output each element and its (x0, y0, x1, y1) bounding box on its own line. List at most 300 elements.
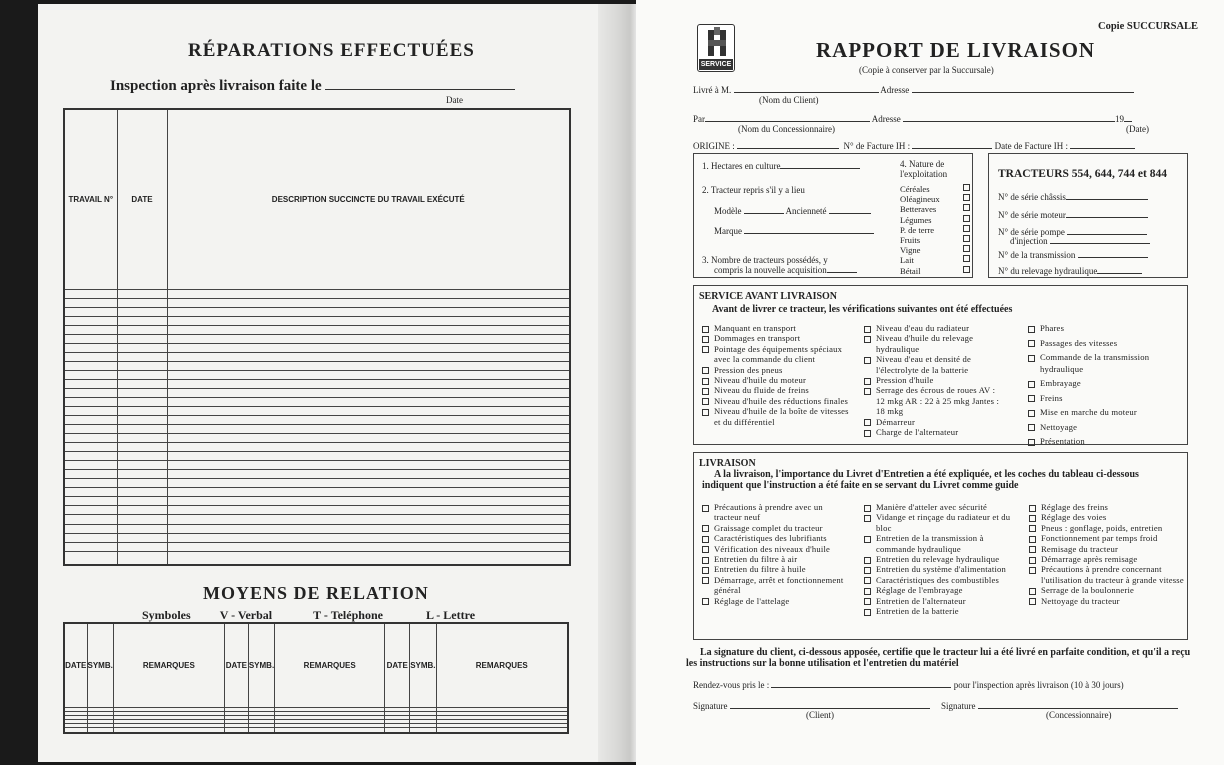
table-cell[interactable] (64, 407, 117, 416)
checkbox[interactable] (702, 346, 709, 353)
table-cell[interactable] (64, 425, 117, 434)
nature-option[interactable] (900, 245, 970, 255)
checkbox[interactable] (864, 357, 871, 364)
checkbox[interactable] (1028, 340, 1035, 347)
tractor-box-title: TRACTEURS 554, 644, 744 et 844 (998, 168, 1167, 180)
checkbox[interactable] (1028, 424, 1035, 431)
table-cell[interactable] (117, 488, 167, 497)
table-cell[interactable] (167, 533, 570, 542)
table-cell[interactable] (117, 317, 167, 326)
table-cell[interactable] (167, 416, 570, 425)
nature-label-2: l'exploitation (900, 169, 948, 179)
table-cell[interactable] (64, 317, 117, 326)
inspection-date-field[interactable] (110, 78, 515, 95)
table-cell[interactable] (167, 425, 570, 434)
checkbox[interactable] (864, 588, 871, 595)
tractor-count-label: 3. Nombre de tracteurs possédés, y (702, 255, 828, 265)
col-symb: SYMB. (410, 623, 436, 707)
table-cell[interactable] (64, 398, 117, 407)
table-cell[interactable] (117, 461, 167, 470)
checklist-item[interactable] (1029, 523, 1184, 533)
checklist-item[interactable] (864, 333, 1004, 354)
checkbox[interactable] (702, 409, 709, 416)
table-cell[interactable] (64, 524, 117, 533)
checkbox[interactable] (1028, 395, 1035, 402)
table-row (64, 362, 570, 371)
checkbox[interactable] (963, 255, 970, 262)
checklist-item[interactable] (702, 523, 852, 533)
table-row (64, 317, 570, 326)
checkbox[interactable] (963, 215, 970, 222)
table-cell[interactable] (64, 299, 117, 308)
checkbox[interactable] (702, 388, 709, 395)
checklist-item[interactable] (1028, 338, 1183, 350)
table-row (64, 542, 570, 551)
table-cell[interactable] (64, 488, 117, 497)
table-cell[interactable] (117, 290, 167, 299)
checkbox[interactable] (1029, 598, 1036, 605)
table-cell[interactable] (64, 434, 117, 443)
table-cell[interactable] (64, 371, 117, 380)
table-cell[interactable] (64, 344, 117, 353)
checklist-item[interactable] (864, 417, 1004, 427)
checklist-label: Pointage des équipements spéciaux avec la commande du client (714, 343, 843, 365)
table-cell[interactable] (64, 461, 117, 470)
checklist-item[interactable] (864, 375, 1004, 385)
table-cell[interactable] (224, 727, 248, 733)
table-cell[interactable] (64, 533, 117, 542)
nature-label: Fruits (900, 235, 921, 246)
checklist-item[interactable] (864, 385, 1004, 416)
table-cell[interactable] (117, 551, 167, 565)
nature-option[interactable] (900, 204, 970, 214)
brand-field[interactable] (714, 225, 874, 236)
checkbox[interactable] (963, 194, 970, 201)
model-field[interactable] (714, 205, 871, 216)
injection-field[interactable] (1010, 235, 1150, 246)
table-cell[interactable] (167, 389, 570, 398)
nature-label: Vigne (900, 245, 921, 256)
tractor-count-field[interactable] (714, 264, 857, 275)
nature-option[interactable] (900, 225, 970, 235)
signature-label: Signature (941, 701, 976, 711)
table-cell[interactable] (117, 353, 167, 362)
checkbox[interactable] (702, 567, 709, 574)
nature-label: Oléagineux (900, 194, 940, 205)
hectares-field[interactable] (702, 160, 860, 171)
nature-checklist (900, 184, 970, 276)
table-cell[interactable] (87, 727, 113, 733)
table-cell[interactable] (64, 416, 117, 425)
nature-option[interactable] (900, 184, 970, 194)
checklist-item[interactable] (1028, 352, 1183, 375)
checklist-label: Vérification des niveaux d'huile (714, 543, 831, 554)
table-cell[interactable] (167, 488, 570, 497)
table-cell[interactable] (410, 727, 436, 733)
col-date: DATE (117, 109, 167, 290)
table-cell[interactable] (64, 389, 117, 398)
checkbox[interactable] (702, 598, 709, 605)
table-cell[interactable] (64, 353, 117, 362)
checkbox[interactable] (864, 388, 871, 395)
checkbox[interactable] (1029, 546, 1036, 553)
checklist-item[interactable] (1028, 393, 1183, 405)
checkbox[interactable] (864, 577, 871, 584)
table-cell[interactable] (117, 470, 167, 479)
checklist-item[interactable] (702, 385, 852, 395)
checkbox[interactable] (864, 430, 871, 437)
checkbox[interactable] (864, 515, 871, 522)
checklist-item[interactable] (864, 564, 1019, 574)
delivery-column (702, 502, 852, 606)
checklist-item[interactable] (702, 375, 852, 385)
checklist-item[interactable] (1029, 564, 1184, 585)
table-cell[interactable] (167, 461, 570, 470)
table-cell[interactable] (167, 407, 570, 416)
pump-label: N° de série pompe (998, 227, 1065, 237)
checkbox[interactable] (1028, 355, 1035, 362)
table-row (64, 506, 570, 515)
table-cell[interactable] (64, 506, 117, 515)
table-cell[interactable] (117, 416, 167, 425)
client-field[interactable] (693, 84, 1134, 95)
symbol-verbal: V - Verbal (219, 608, 273, 622)
checklist-item[interactable] (1029, 596, 1184, 606)
table-cell[interactable] (64, 551, 117, 565)
checkbox[interactable] (864, 609, 871, 616)
table-cell[interactable] (167, 443, 570, 452)
checkbox[interactable] (864, 419, 871, 426)
table-row (64, 416, 570, 425)
table-cell[interactable] (117, 389, 167, 398)
table-cell[interactable] (385, 727, 410, 733)
chassis-field[interactable] (998, 191, 1148, 202)
checklist-item[interactable] (1029, 585, 1184, 595)
table-cell[interactable] (113, 727, 224, 733)
checklist-item[interactable] (702, 333, 852, 343)
invoice-fields[interactable] (693, 140, 1135, 151)
service-title: SERVICE AVANT LIVRAISON (699, 291, 838, 302)
table-cell[interactable] (117, 344, 167, 353)
checklist-label: Nettoyage (1040, 421, 1078, 432)
checklist-item[interactable] (1029, 502, 1184, 512)
table-row (64, 524, 570, 533)
col-travail: TRAVAIL N° (64, 109, 117, 290)
checklist-item[interactable] (1028, 422, 1183, 434)
table-cell[interactable] (117, 515, 167, 524)
checklist-item[interactable] (864, 554, 1019, 564)
table-row (64, 727, 568, 733)
table-cell[interactable] (117, 497, 167, 506)
checkbox[interactable] (1029, 588, 1036, 595)
checklist-item[interactable] (702, 396, 852, 406)
checklist-item[interactable] (1029, 544, 1184, 554)
checkbox[interactable] (864, 326, 871, 333)
checklist-item[interactable] (1028, 378, 1183, 390)
table-cell[interactable] (117, 479, 167, 488)
checkbox[interactable] (963, 245, 970, 252)
table-row (64, 353, 570, 362)
checklist-label: Précautions à prendre concernant l'utilisation du tracteur à grande vitesse (1041, 564, 1184, 585)
checklist-label: Vidange et rinçage du radiateur et du bloc (876, 512, 1011, 533)
service-box (693, 285, 1188, 445)
table-cell[interactable] (64, 290, 117, 299)
table-cell[interactable] (167, 290, 570, 299)
nature-option[interactable] (900, 215, 970, 225)
checkbox[interactable] (963, 266, 970, 273)
table-cell[interactable] (117, 533, 167, 542)
trade-in-label: 2. Tracteur repris s'il y a lieu (702, 185, 805, 195)
table-cell[interactable] (64, 362, 117, 371)
table-cell[interactable] (167, 479, 570, 488)
checkbox[interactable] (864, 567, 871, 574)
checklist-item[interactable] (864, 585, 1019, 595)
table-cell[interactable] (167, 380, 570, 389)
checklist-item[interactable] (702, 544, 852, 554)
table-cell[interactable] (167, 515, 570, 524)
repairs-title: RÉPARATIONS EFFECTUÉES (188, 40, 475, 61)
relations-title: MOYENS DE RELATION (203, 583, 429, 603)
livre-label: Livré à M. (693, 85, 732, 95)
checklist-label: Entretien de la batterie (876, 606, 959, 617)
table-cell[interactable] (167, 299, 570, 308)
checklist-item[interactable] (864, 575, 1019, 585)
checklist-item[interactable] (702, 554, 852, 564)
checkbox[interactable] (963, 235, 970, 242)
table-cell[interactable] (167, 326, 570, 335)
checklist-item[interactable] (702, 564, 852, 574)
checklist-label: Phares (1040, 323, 1065, 333)
checkbox[interactable] (864, 536, 871, 543)
table-cell[interactable] (167, 317, 570, 326)
table-cell[interactable] (167, 497, 570, 506)
checklist-item[interactable] (864, 323, 1004, 333)
table-cell[interactable] (167, 434, 570, 443)
table-cell[interactable] (117, 452, 167, 461)
checklist-label: Freins (1040, 392, 1063, 403)
checklist-item[interactable] (702, 344, 852, 365)
table-row (64, 497, 570, 506)
dealer-field[interactable] (693, 113, 1132, 124)
nature-label: P. de terre (900, 224, 935, 235)
table-cell[interactable] (117, 380, 167, 389)
checklist-item[interactable] (864, 606, 1019, 616)
checkbox[interactable] (864, 557, 871, 564)
checklist-item[interactable] (1029, 533, 1184, 543)
checklist-item[interactable] (702, 406, 852, 427)
table-cell[interactable] (64, 497, 117, 506)
checkbox[interactable] (864, 378, 871, 385)
checkbox[interactable] (702, 525, 709, 532)
table-cell[interactable] (117, 425, 167, 434)
checklist-item[interactable] (1028, 323, 1183, 335)
checkbox[interactable] (702, 367, 709, 374)
nature-label: 4. Nature de (900, 159, 945, 169)
table-cell[interactable] (167, 335, 570, 344)
checklist-label: Réglage des voies (1041, 512, 1107, 523)
table-cell[interactable] (167, 398, 570, 407)
checkbox[interactable] (702, 557, 709, 564)
table-cell[interactable] (167, 344, 570, 353)
checklist-label: Commande de la transmission hydraulique (1040, 352, 1150, 374)
table-cell[interactable] (275, 727, 385, 733)
checkbox[interactable] (1028, 326, 1035, 333)
checkbox[interactable] (1029, 505, 1036, 512)
report-title: RAPPORT DE LIVRAISON (816, 38, 1096, 62)
table-row (64, 344, 570, 353)
checklist-item[interactable] (864, 533, 1019, 554)
table-cell[interactable] (167, 524, 570, 533)
checklist-item[interactable] (1028, 407, 1183, 419)
table-row (64, 407, 570, 416)
table-cell[interactable] (64, 542, 117, 551)
table-cell[interactable] (167, 308, 570, 317)
checkbox[interactable] (963, 184, 970, 191)
checkbox[interactable] (1029, 557, 1036, 564)
repairs-table (63, 108, 571, 566)
checkbox[interactable] (864, 336, 871, 343)
checkbox[interactable] (702, 536, 709, 543)
checklist-item[interactable] (864, 512, 1019, 533)
nature-option[interactable] (900, 194, 970, 204)
checkbox[interactable] (702, 577, 709, 584)
delivery-column (1029, 502, 1184, 606)
table-cell[interactable] (117, 371, 167, 380)
checklist-item[interactable] (864, 354, 1004, 375)
table-cell[interactable] (167, 551, 570, 565)
checklist-label: Caractéristiques des combustibles (876, 574, 1000, 585)
table-cell[interactable] (436, 727, 568, 733)
table-cell[interactable] (64, 479, 117, 488)
checklist-item[interactable] (1029, 512, 1184, 522)
engine-field[interactable] (998, 209, 1148, 220)
nature-option[interactable] (900, 266, 970, 276)
table-cell[interactable] (117, 524, 167, 533)
table-cell[interactable] (64, 308, 117, 317)
hydraulic-field[interactable] (998, 265, 1142, 276)
checklist-label: Charge de l'alternateur (876, 427, 959, 438)
table-cell[interactable] (167, 371, 570, 380)
table-cell[interactable] (117, 299, 167, 308)
checklist-item[interactable] (702, 575, 852, 596)
checkbox[interactable] (702, 505, 709, 512)
checkbox[interactable] (702, 336, 709, 343)
checkbox[interactable] (1029, 525, 1036, 532)
checklist-item[interactable] (864, 596, 1019, 606)
checkbox[interactable] (1028, 410, 1035, 417)
checkbox[interactable] (864, 505, 871, 512)
table-cell[interactable] (117, 434, 167, 443)
col-remarques: REMARQUES (113, 623, 224, 707)
address-label: Adresse (880, 85, 910, 95)
table-cell[interactable] (117, 326, 167, 335)
checkbox[interactable] (702, 326, 709, 333)
table-cell[interactable] (117, 335, 167, 344)
table-cell[interactable] (117, 542, 167, 551)
tractor-serial-box (988, 153, 1188, 278)
table-cell[interactable] (117, 308, 167, 317)
table-cell[interactable] (117, 362, 167, 371)
table-cell[interactable] (64, 515, 117, 524)
checklist-label: Pneus : gonflage, poids, entretien (1041, 522, 1163, 533)
table-cell[interactable] (167, 542, 570, 551)
checklist-item[interactable] (864, 427, 1004, 437)
address-label: Adresse (871, 114, 901, 124)
nature-option[interactable] (900, 235, 970, 245)
checkbox[interactable] (1028, 439, 1035, 446)
service-intro: Avant de livrer ce tracteur, les vérifications suivantes ont été effectuées (712, 304, 1013, 315)
checklist-label: Niveau d'huile de la boîte de vitesses et du différentiel (714, 406, 849, 427)
table-cell[interactable] (167, 362, 570, 371)
table-cell[interactable] (248, 727, 274, 733)
checklist-label: Entretien du filtre à huile (714, 564, 806, 575)
checklist-label: Caractéristiques des lubrifiants (714, 533, 827, 544)
checklist-item[interactable] (702, 533, 852, 543)
appointment-field[interactable] (693, 679, 1124, 690)
table-cell[interactable] (64, 470, 117, 479)
table-cell[interactable] (64, 380, 117, 389)
relations-table (63, 622, 569, 734)
checklist-label: Nettoyage du tracteur (1041, 595, 1120, 606)
checklist-item[interactable] (1028, 436, 1183, 448)
table-row (64, 335, 570, 344)
table-cell[interactable] (167, 452, 570, 461)
checkbox[interactable] (963, 225, 970, 232)
checkbox[interactable] (963, 204, 970, 211)
checkbox[interactable] (1029, 567, 1036, 574)
book-gutter (598, 4, 638, 762)
nature-option[interactable] (900, 255, 970, 265)
table-cell[interactable] (117, 398, 167, 407)
checkbox[interactable] (1029, 515, 1036, 522)
checklist-item[interactable] (864, 502, 1019, 512)
client-signature-caption: (Client) (806, 710, 834, 720)
checkbox[interactable] (702, 378, 709, 385)
table-cell[interactable] (167, 353, 570, 362)
table-cell[interactable] (117, 407, 167, 416)
checklist-label: Serrage des écrous de roues AV : 12 mkg AR : 22 à 25 mkg Jantes : 18 mkg (876, 385, 1000, 417)
checkbox[interactable] (1028, 381, 1035, 388)
table-cell[interactable] (64, 335, 117, 344)
checklist-item[interactable] (702, 323, 852, 333)
checklist-item[interactable] (1029, 554, 1184, 564)
checklist-label: Niveau d'huile des réductions finales (714, 395, 848, 406)
table-cell[interactable] (64, 443, 117, 452)
table-row (64, 533, 570, 542)
checklist-label: Passages des vitesses (1040, 337, 1118, 348)
table-row (64, 461, 570, 470)
delivery-box (693, 452, 1188, 640)
checklist-label: Niveau d'eau du radiateur (876, 323, 970, 333)
checklist-item[interactable] (702, 596, 852, 606)
checkbox[interactable] (864, 598, 871, 605)
checklist-item[interactable] (702, 502, 852, 523)
table-cell[interactable] (64, 727, 87, 733)
table-cell[interactable] (167, 506, 570, 515)
checkbox[interactable] (702, 398, 709, 405)
table-cell[interactable] (167, 470, 570, 479)
table-cell[interactable] (117, 506, 167, 515)
table-cell[interactable] (117, 443, 167, 452)
hectares-label: 1. Hectares en culture (702, 161, 781, 171)
table-cell[interactable] (64, 326, 117, 335)
checkbox[interactable] (1029, 536, 1036, 543)
checkbox[interactable] (702, 546, 709, 553)
table-row (64, 308, 570, 317)
table-cell[interactable] (64, 452, 117, 461)
checklist-item[interactable] (702, 365, 852, 375)
transmission-field[interactable] (998, 249, 1148, 260)
